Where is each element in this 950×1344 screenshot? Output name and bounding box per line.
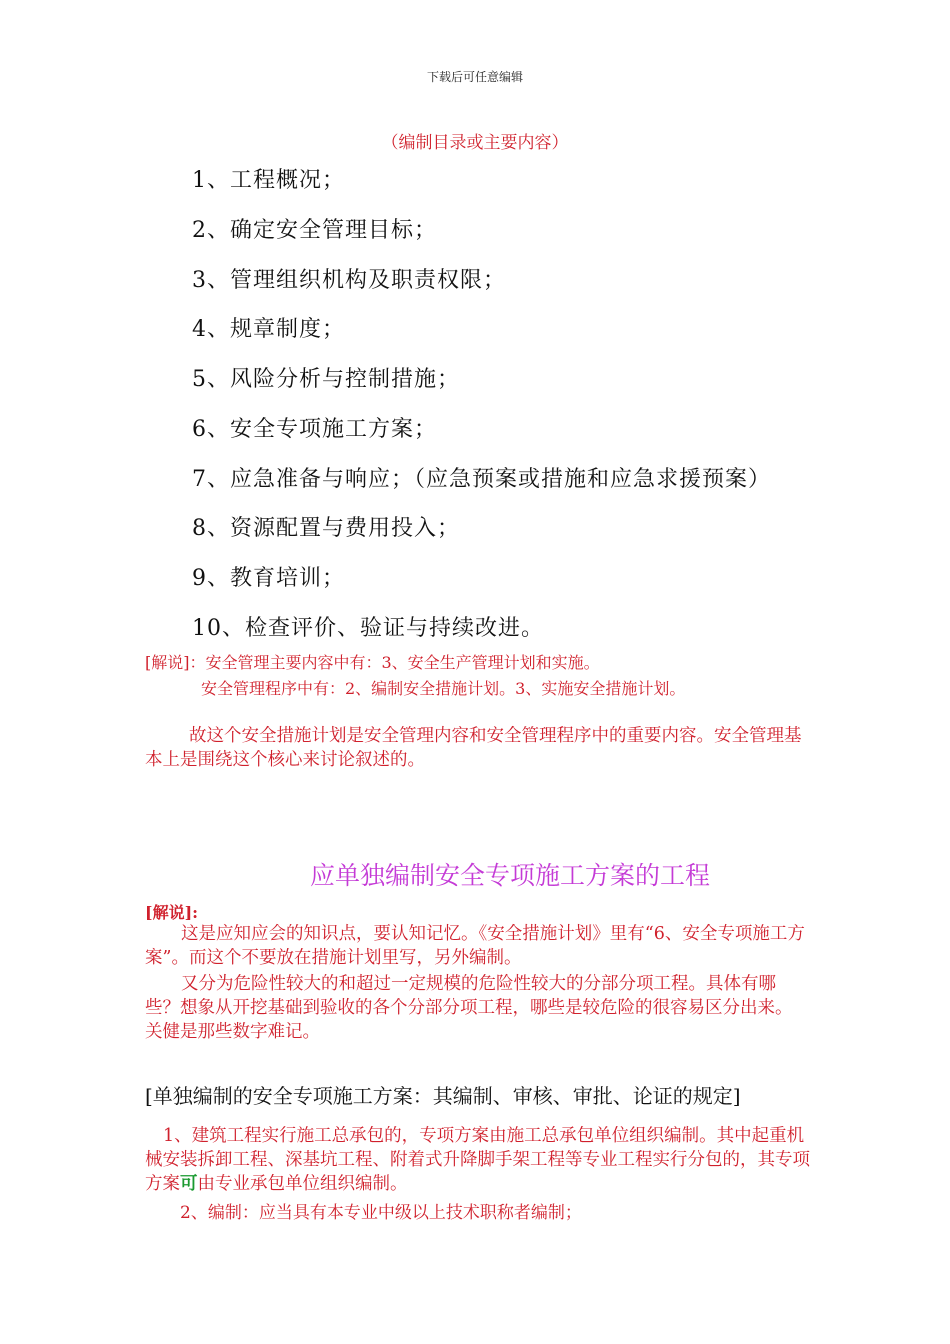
explanation-text-1: ：安全管理主要内容中有：3、安全生产管理计划和实施。 xyxy=(189,653,600,672)
section2-paragraph-1: 这是应知应会的知识点，要认知记忆。《安全措施计划》里有“6、安全专项施工方案”。而这个不要放在措施计划里写，另外编制。 xyxy=(145,924,805,968)
explanation-tag-2: [解说]: xyxy=(145,903,199,922)
explanation-tag: [解说] xyxy=(145,653,190,672)
toc-item-9: 9、教育培训； xyxy=(192,566,345,591)
toc-item-5: 5、风险分析与控制措施； xyxy=(192,367,460,392)
regulation-item-1-text-b: 由专业承包单位组织编制。 xyxy=(197,1174,408,1194)
toc-note: （编制目录或主要内容） xyxy=(381,133,569,153)
regulation-item-1 xyxy=(145,1124,810,1196)
explanation-line-1 xyxy=(145,650,600,673)
section-title: 应单独编制安全专项施工方案的工程 xyxy=(309,861,710,890)
toc-item-1: 1、工程概况； xyxy=(192,168,345,193)
page-header: 下载后可任意编辑 xyxy=(426,70,523,84)
regulation-item-1-highlight: 可 xyxy=(180,1174,198,1194)
toc-item-7: 7、应急准备与响应；（应急预案或措施和应急求援预案） xyxy=(192,467,771,492)
section2-paragraph-2: 又分为危险性较大的和超过一定规模的危险性较大的分部分项工程。具体有哪些？想象从开挖基础到验收的各个分部分项工程，哪些是较危险的很容易区分出来。 关健是那些数字难记。 xyxy=(145,974,793,1042)
regulation-item-1-text-a: 1、建筑工程实行施工总承包的，专项方案由施工总承包单位组织编制。其中起重机械安装拆卸工程、深基坑工程、附着式升降脚手架工程等专业工程实行分包的，其专项方案 xyxy=(145,1126,810,1194)
toc-item-2: 2、确定安全管理目标； xyxy=(192,218,437,243)
toc-item-8: 8、资源配置与费用投入； xyxy=(192,516,460,541)
toc-item-3: 3、管理组织机构及职责权限； xyxy=(192,268,506,293)
regulation-item-2: 2、编制：应当具有本专业中级以上技术职称者编制； xyxy=(180,1203,582,1223)
toc-item-4: 4、规章制度； xyxy=(192,317,345,342)
explanation-paragraph: 故这个安全措施计划是安全管理内容和安全管理程序中的重要内容。安全管理基本上是围绕这个核心来讨论叙述的。 xyxy=(145,726,802,770)
explanation-line-2: 安全管理程序中有：2、编制安全措施计划。3、实施安全措施计划。 xyxy=(201,679,686,698)
toc-item-10: 10、检查评价、验证与持续改进。 xyxy=(192,616,544,641)
regulations-title: [单独编制的安全专项施工方案：其编制、审核、审批、论证的规定] xyxy=(145,1084,741,1108)
toc-item-6: 6、安全专项施工方案； xyxy=(192,417,437,442)
